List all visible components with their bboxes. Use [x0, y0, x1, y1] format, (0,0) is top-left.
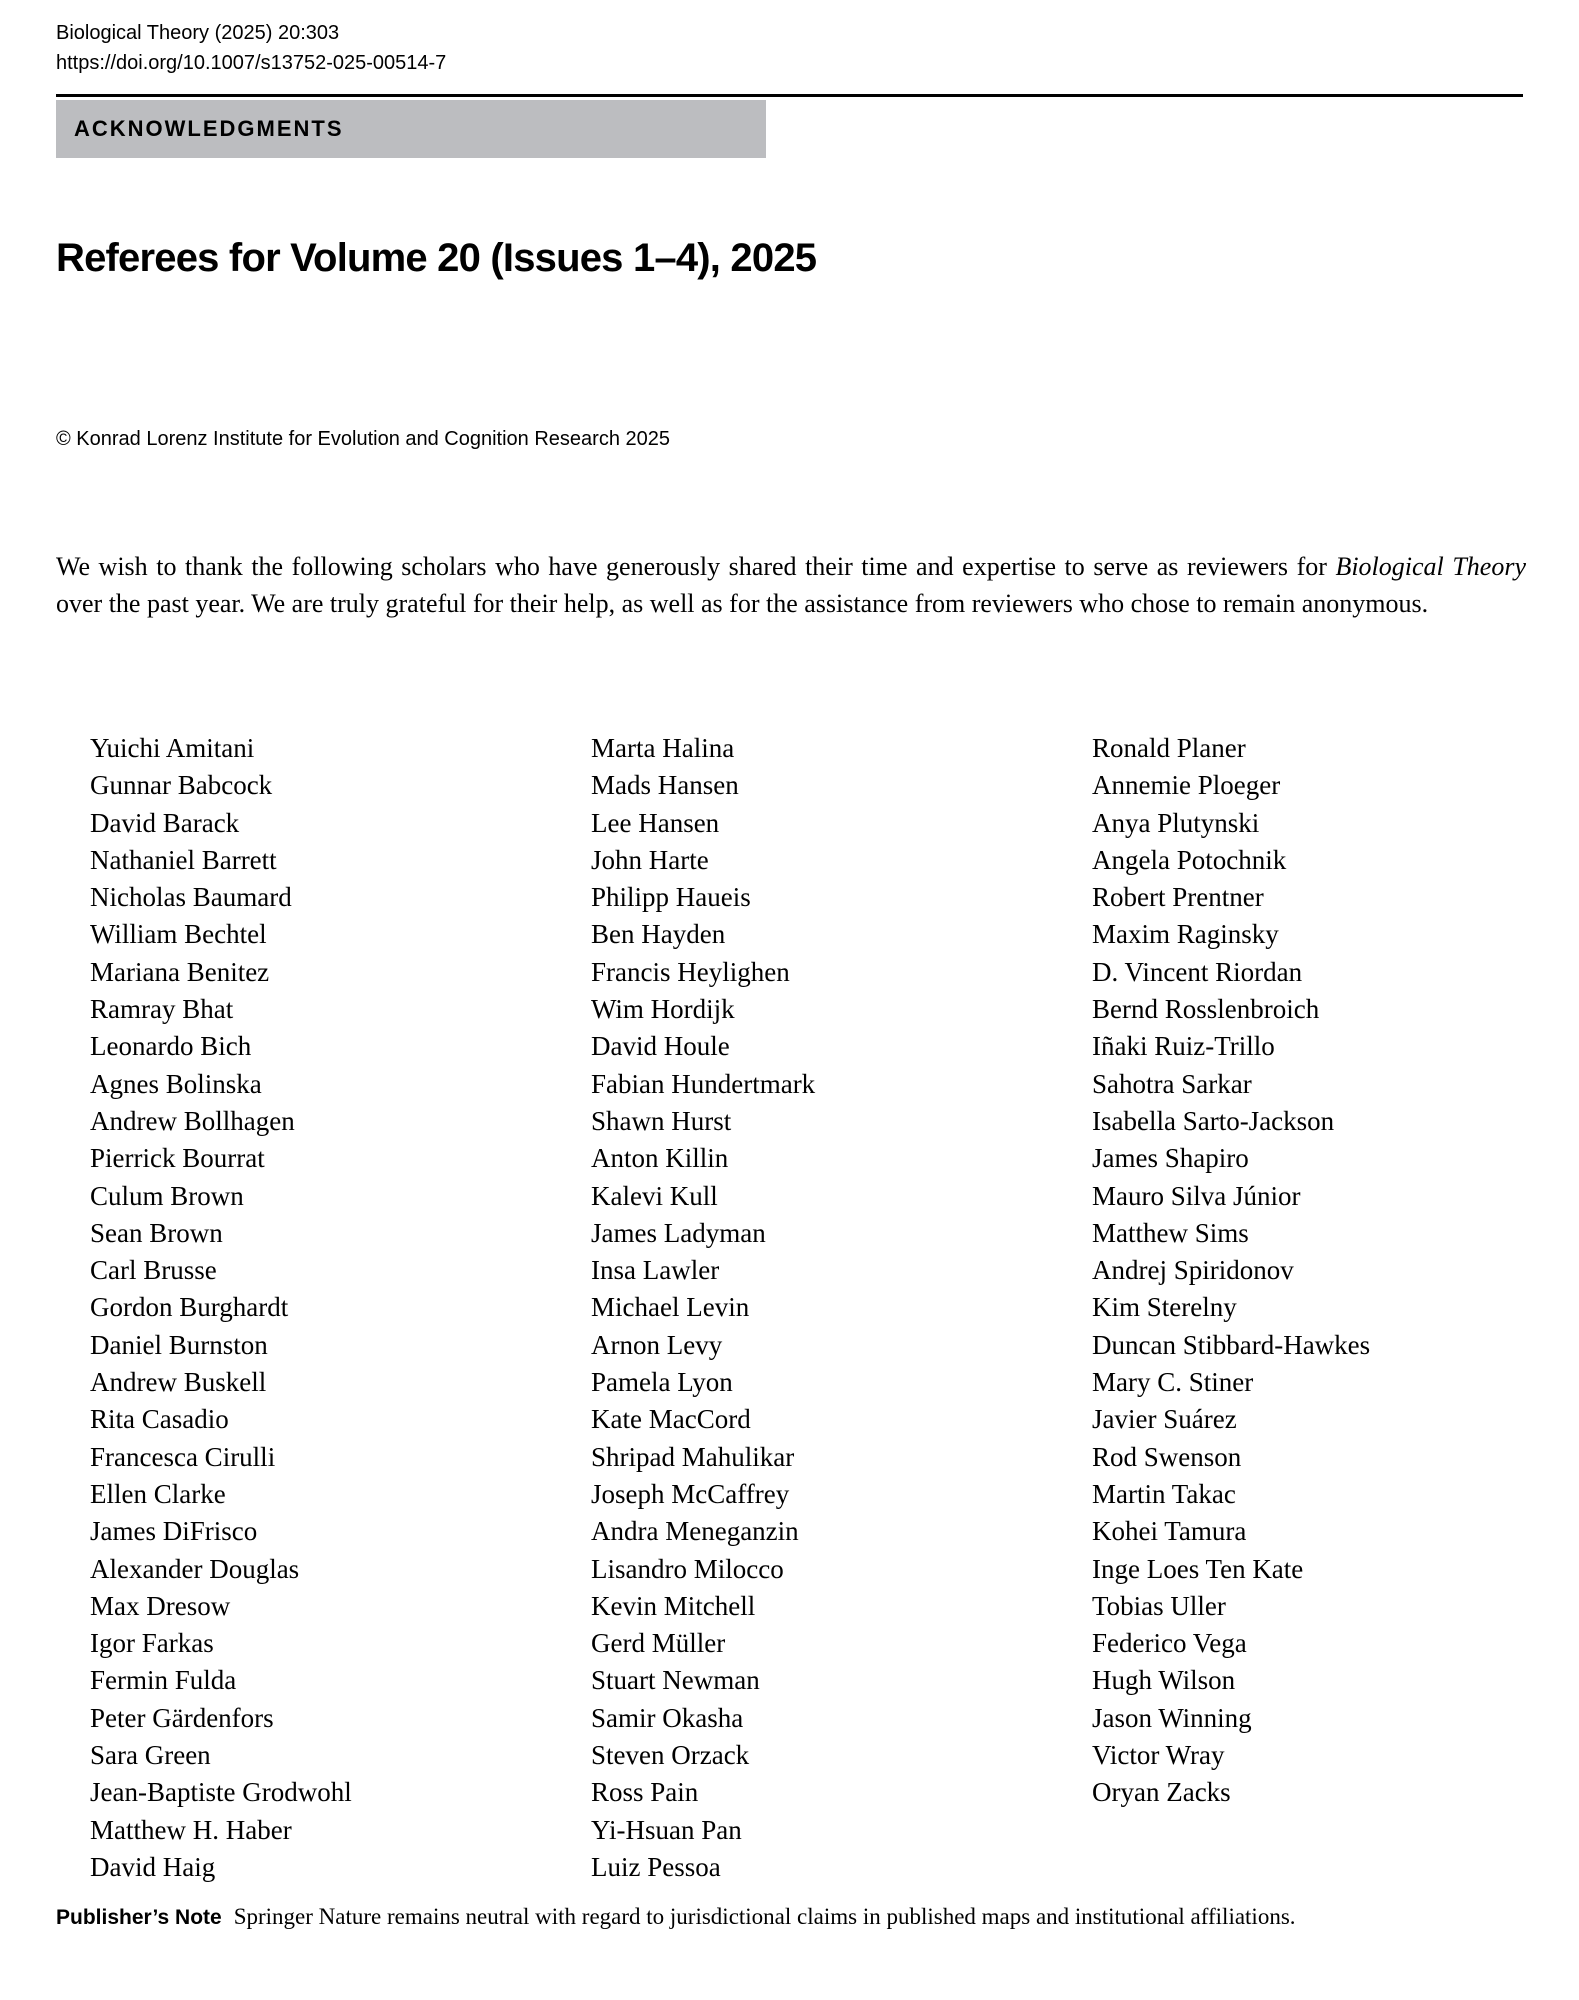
referee-name: Sean Brown [90, 1217, 223, 1248]
intro-text-after: over the past year. We are truly grateful for their help, as well as for the assistance from reviewers who chose to remain anonymous. [56, 589, 1429, 618]
referee-name: William Bechtel [90, 919, 267, 950]
referee-name: Insa Lawler [591, 1255, 720, 1286]
copyright-line: © Konrad Lorenz Institute for Evolution and Cognition Research 2025 [56, 428, 671, 450]
referee-name: Sahotra Sarkar [1092, 1068, 1252, 1099]
referee-name: Fermin Fulda [90, 1665, 237, 1696]
referee-name: Shripad Mahulikar [591, 1441, 795, 1472]
referee-name: Kalevi Kull [591, 1180, 718, 1211]
referee-name: Nathaniel Barrett [90, 844, 277, 875]
referee-name: Philipp Haueis [591, 882, 751, 913]
referee-name: Lee Hansen [591, 807, 720, 838]
citation: Biological Theory (2025) 20:303 [56, 22, 340, 44]
doi-link[interactable]: https://doi.org/10.1007/s13752-025-00514-7 [56, 52, 447, 74]
referee-name: Hugh Wilson [1092, 1665, 1236, 1696]
referee-name: Robert Prentner [1092, 882, 1264, 913]
referee-name: Shawn Hurst [591, 1105, 732, 1136]
referee-name: David Barack [90, 807, 240, 838]
referee-name: David Houle [591, 1031, 730, 1062]
referee-name: Carl Brusse [90, 1255, 217, 1286]
referee-name: Arnon Levy [591, 1329, 723, 1360]
referee-name: Gunnar Babcock [90, 770, 273, 801]
referee-name: John Harte [591, 844, 709, 875]
referee-name: Stuart Newman [591, 1665, 760, 1696]
referee-name: Ross Pain [591, 1777, 699, 1808]
referee-name: Rod Swenson [1092, 1441, 1242, 1472]
referee-name: Isabella Sarto-Jackson [1092, 1105, 1335, 1136]
referee-name: Martin Takac [1092, 1478, 1236, 1509]
referee-name: Ronald Planer [1092, 733, 1246, 763]
referee-name: Bernd Rosslenbroich [1092, 994, 1320, 1025]
referee-name: Marta Halina [591, 733, 735, 763]
referee-name: Andrew Buskell [90, 1367, 267, 1398]
intro-paragraph [56, 548, 1526, 622]
publisher-note [56, 1900, 1536, 1935]
referee-name: Fabian Hundertmark [591, 1068, 816, 1099]
referee-name: Maxim Raginsky [1092, 919, 1279, 950]
referee-name: David Haig [90, 1851, 216, 1882]
referee-name: Andrew Bollhagen [90, 1105, 295, 1136]
journal-name: Biological Theory [1335, 552, 1526, 581]
referee-name: Duncan Stibbard-Hawkes [1092, 1329, 1371, 1360]
referee-name: D. Vincent Riordan [1092, 956, 1303, 987]
referee-name: Annemie Ploeger [1092, 770, 1281, 801]
referee-name: Samir Okasha [591, 1702, 744, 1733]
section-tag: ACKNOWLEDGMENTS [56, 100, 766, 158]
referee-name: Lisandro Milocco [591, 1553, 784, 1584]
referee-name: Yi-Hsuan Pan [591, 1814, 742, 1845]
referee-name: Pamela Lyon [591, 1367, 733, 1398]
referee-name: Mads Hansen [591, 770, 739, 801]
referee-name: Iñaki Ruiz-Trillo [1092, 1031, 1275, 1062]
header-divider [56, 94, 1523, 97]
referee-name: Francis Heylighen [591, 956, 790, 987]
referee-name: Ellen Clarke [90, 1478, 226, 1509]
referee-name: Federico Vega [1092, 1628, 1247, 1659]
referee-name: Nicholas Baumard [90, 882, 292, 913]
referee-name: Angela Potochnik [1092, 844, 1287, 875]
referee-name: Culum Brown [90, 1180, 244, 1211]
referee-name: Ramray Bhat [90, 994, 234, 1025]
referee-name: Leonardo Bich [90, 1031, 252, 1062]
referee-name: Wim Hordijk [591, 994, 735, 1025]
referee-column-2 [591, 730, 815, 1886]
referee-name: Luiz Pessoa [591, 1851, 721, 1882]
referee-name: Kim Sterelny [1092, 1292, 1237, 1323]
referee-name: Mariana Benitez [90, 956, 270, 987]
referee-name: Alexander Douglas [90, 1553, 300, 1584]
referee-name: Joseph McCaffrey [591, 1478, 790, 1509]
referee-name: Mauro Silva Júnior [1092, 1180, 1301, 1211]
referee-name: Michael Levin [591, 1292, 750, 1323]
referee-name: Agnes Bolinska [90, 1068, 262, 1099]
referee-name: Anya Plutynski [1092, 807, 1260, 838]
referee-name: Yuichi Amitani [90, 733, 255, 763]
referee-name: Daniel Burnston [90, 1329, 268, 1360]
referee-name: James Ladyman [591, 1217, 766, 1248]
publisher-note-text: Springer Nature remains neutral with regard to jurisdictional claims in published maps and institutional affiliations. [233, 1904, 1296, 1929]
referee-name: Javier Suárez [1092, 1404, 1237, 1435]
referee-name: Jean-Baptiste Grodwohl [90, 1777, 352, 1808]
referee-name: Kate MacCord [591, 1404, 751, 1435]
referee-name: James Shapiro [1092, 1143, 1249, 1174]
referee-name: Francesca Cirulli [90, 1441, 276, 1472]
referee-name: Andrej Spiridonov [1092, 1255, 1294, 1286]
referee-name: Matthew Sims [1092, 1217, 1249, 1248]
referee-name: Sara Green [90, 1740, 211, 1771]
referee-name: Oryan Zacks [1092, 1777, 1231, 1808]
referee-name: Jason Winning [1092, 1702, 1252, 1733]
referee-name: Victor Wray [1092, 1740, 1225, 1771]
referee-column-3 [1092, 730, 1370, 1812]
referee-name: Ben Hayden [591, 919, 726, 950]
referee-name: James DiFrisco [90, 1516, 258, 1547]
referee-name: Max Dresow [90, 1590, 231, 1621]
referee-name: Gerd Müller [591, 1628, 726, 1659]
referee-column-1 [90, 730, 352, 1886]
referee-name: Tobias Uller [1092, 1590, 1226, 1621]
referee-name: Gordon Burghardt [90, 1292, 289, 1323]
referee-name: Inge Loes Ten Kate [1092, 1553, 1304, 1584]
referee-name: Kevin Mitchell [591, 1590, 756, 1621]
referee-name: Peter Gärdenfors [90, 1702, 274, 1733]
referee-name: Rita Casadio [90, 1404, 229, 1435]
referee-name: Andra Meneganzin [591, 1516, 799, 1547]
publisher-note-label: Publisher’s Note [56, 1906, 222, 1929]
referee-name: Anton Killin [591, 1143, 729, 1174]
referee-name: Kohei Tamura [1092, 1516, 1247, 1547]
intro-text-before: We wish to thank the following scholars who have generously shared their time and expertise to serve as reviewers for [56, 552, 1336, 581]
page-title: Referees for Volume 20 (Issues 1–4), 2025 [56, 236, 817, 280]
referee-name: Matthew H. Haber [90, 1814, 292, 1845]
referee-name: Mary C. Stiner [1092, 1367, 1254, 1398]
referee-name: Pierrick Bourrat [90, 1143, 265, 1174]
article-header [56, 18, 446, 78]
referee-name: Steven Orzack [591, 1740, 750, 1771]
referee-name: Igor Farkas [90, 1628, 214, 1659]
